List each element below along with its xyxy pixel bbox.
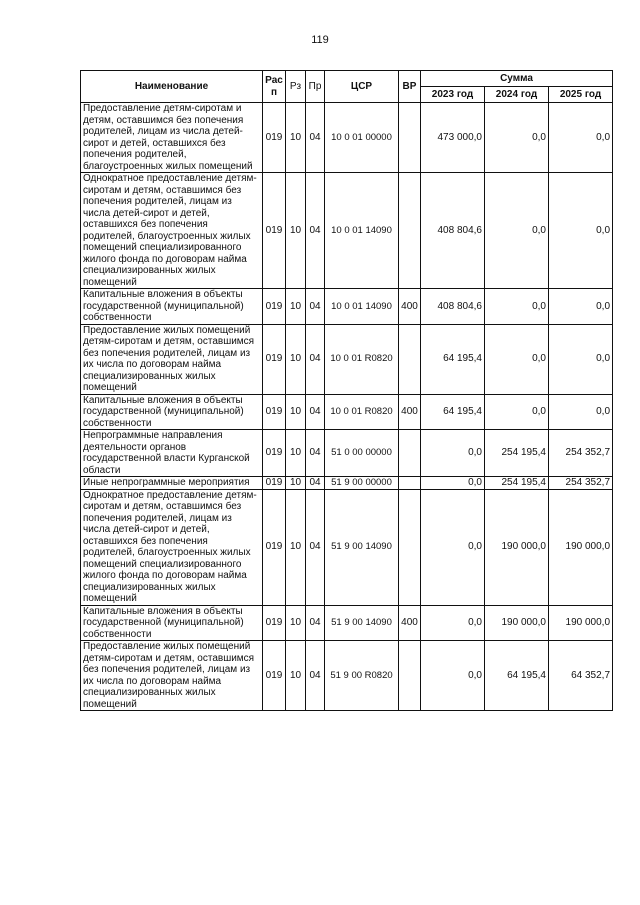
- row-amount-2025: 0,0: [549, 324, 613, 394]
- page-number: 119: [311, 34, 329, 46]
- budget-table: [80, 70, 613, 711]
- row-name: Предоставление жилых помещений детям-сиротам и детям, оставшимся без попечения родителей, лицам из их числа по договорам найма специализированных жилых помещений: [81, 324, 263, 394]
- table-header: [81, 71, 613, 103]
- table-row: [81, 477, 613, 490]
- row-amount-2024: 0,0: [485, 394, 549, 430]
- row-csr: 51 9 00 14090: [325, 489, 399, 605]
- row-pr: 04: [306, 605, 325, 641]
- row-rasp: 019: [263, 103, 286, 173]
- row-pr: 04: [306, 289, 325, 325]
- row-name: Однократное предоставление детям-сиротам и детям, оставшимся без попечения родителей, лицам из числа детей-сирот и детей, оставшихся без попечения родителей, благоустроенных жилых помещений специализированного жилого фонда по договорам найма специализированных жилых помещений: [81, 173, 263, 289]
- row-amount-2023: 0,0: [421, 477, 485, 490]
- row-vr: 400: [399, 289, 421, 325]
- row-vr: [399, 489, 421, 605]
- row-rz: 10: [286, 324, 306, 394]
- row-amount-2023: 64 195,4: [421, 324, 485, 394]
- row-rz: 10: [286, 605, 306, 641]
- row-pr: 04: [306, 324, 325, 394]
- table-row: [81, 430, 613, 477]
- row-amount-2024: 190 000,0: [485, 605, 549, 641]
- row-vr: [399, 430, 421, 477]
- row-pr: 04: [306, 477, 325, 490]
- row-pr: 04: [306, 394, 325, 430]
- header-csr: ЦСР: [325, 71, 399, 103]
- row-pr: 04: [306, 103, 325, 173]
- table-row: [81, 394, 613, 430]
- row-name: Предоставление детям-сиротам и детям, оставшимся без попечения родителей, лицам из числа детей-сирот и детей, оставшихся без попечения родителей, благоустроенных жилых помещений: [81, 103, 263, 173]
- row-vr: 400: [399, 605, 421, 641]
- row-rz: 10: [286, 394, 306, 430]
- table-row: [81, 173, 613, 289]
- row-amount-2024: 254 195,4: [485, 430, 549, 477]
- row-pr: 04: [306, 489, 325, 605]
- row-amount-2023: 408 804,6: [421, 173, 485, 289]
- row-pr: 04: [306, 173, 325, 289]
- row-rz: 10: [286, 477, 306, 490]
- row-amount-2025: 190 000,0: [549, 489, 613, 605]
- row-amount-2025: 254 352,7: [549, 477, 613, 490]
- row-rz: 10: [286, 489, 306, 605]
- row-amount-2025: 0,0: [549, 173, 613, 289]
- table-row: [81, 103, 613, 173]
- row-amount-2024: 254 195,4: [485, 477, 549, 490]
- row-amount-2025: 64 352,7: [549, 641, 613, 711]
- row-amount-2023: 0,0: [421, 641, 485, 711]
- row-amount-2023: 0,0: [421, 430, 485, 477]
- header-rasp: Рас п: [263, 71, 286, 103]
- row-amount-2024: 0,0: [485, 324, 549, 394]
- row-amount-2023: 0,0: [421, 605, 485, 641]
- row-name: Предоставление жилых помещений детям-сиротам и детям, оставшимся без попечения родителей, лицам из их числа по договорам найма специализированных жилых помещений: [81, 641, 263, 711]
- header-year-2023: 2023 год: [421, 87, 485, 103]
- row-name: Капитальные вложения в объекты государственной (муниципальной) собственности: [81, 605, 263, 641]
- row-rasp: 019: [263, 641, 286, 711]
- table-row: [81, 289, 613, 325]
- header-year-2025: 2025 год: [549, 87, 613, 103]
- row-vr: [399, 103, 421, 173]
- row-amount-2025: 0,0: [549, 394, 613, 430]
- header-rz: Рз: [286, 71, 306, 103]
- row-rz: 10: [286, 173, 306, 289]
- row-amount-2023: 408 804,6: [421, 289, 485, 325]
- row-amount-2023: 0,0: [421, 489, 485, 605]
- row-name: Капитальные вложения в объекты государственной (муниципальной) собственности: [81, 289, 263, 325]
- header-name: Наименование: [81, 71, 263, 103]
- header-vr: ВР: [399, 71, 421, 103]
- header-year-2024: 2024 год: [485, 87, 549, 103]
- row-rasp: 019: [263, 489, 286, 605]
- row-vr: [399, 477, 421, 490]
- row-rasp: 019: [263, 173, 286, 289]
- row-vr: 400: [399, 394, 421, 430]
- row-name: Однократное предоставление детям-сиротам и детям, оставшимся без попечения родителей, лицам из числа детей-сирот и детей, оставшихся без попечения родителей, благоустроенных жилых помещений специализированного жилого фонда по договорам найма специализированных жилых помещений: [81, 489, 263, 605]
- table-body: [81, 103, 613, 711]
- row-rasp: 019: [263, 324, 286, 394]
- row-rasp: 019: [263, 605, 286, 641]
- row-csr: 51 9 00 R0820: [325, 641, 399, 711]
- row-name: Непрограммные направления деятельности органов государственной власти Курганской области: [81, 430, 263, 477]
- row-csr: 51 9 00 00000: [325, 477, 399, 490]
- row-vr: [399, 641, 421, 711]
- row-amount-2025: 0,0: [549, 289, 613, 325]
- row-csr: 10 0 01 14090: [325, 173, 399, 289]
- row-rz: 10: [286, 641, 306, 711]
- row-rasp: 019: [263, 430, 286, 477]
- row-csr: 51 0 00 00000: [325, 430, 399, 477]
- table-row: [81, 489, 613, 605]
- row-amount-2024: 0,0: [485, 289, 549, 325]
- row-rz: 10: [286, 289, 306, 325]
- table-row: [81, 605, 613, 641]
- row-amount-2025: 254 352,7: [549, 430, 613, 477]
- row-csr: 51 9 00 14090: [325, 605, 399, 641]
- row-vr: [399, 324, 421, 394]
- row-pr: 04: [306, 430, 325, 477]
- row-vr: [399, 173, 421, 289]
- header-sum: Сумма: [421, 71, 613, 87]
- row-amount-2024: 0,0: [485, 103, 549, 173]
- row-amount-2025: 0,0: [549, 103, 613, 173]
- row-rz: 10: [286, 430, 306, 477]
- table-row: [81, 324, 613, 394]
- row-rz: 10: [286, 103, 306, 173]
- row-amount-2025: 190 000,0: [549, 605, 613, 641]
- header-pr: Пр: [306, 71, 325, 103]
- table-row: [81, 641, 613, 711]
- row-csr: 10 0 01 14090: [325, 289, 399, 325]
- row-csr: 10 0 01 R0820: [325, 324, 399, 394]
- row-amount-2024: 0,0: [485, 173, 549, 289]
- row-name: Иные непрограммные мероприятия: [81, 477, 263, 490]
- row-amount-2023: 473 000,0: [421, 103, 485, 173]
- row-amount-2024: 190 000,0: [485, 489, 549, 605]
- row-amount-2023: 64 195,4: [421, 394, 485, 430]
- row-rasp: 019: [263, 477, 286, 490]
- row-rasp: 019: [263, 289, 286, 325]
- row-csr: 10 0 01 00000: [325, 103, 399, 173]
- row-pr: 04: [306, 641, 325, 711]
- row-amount-2024: 64 195,4: [485, 641, 549, 711]
- row-csr: 10 0 01 R0820: [325, 394, 399, 430]
- row-rasp: 019: [263, 394, 286, 430]
- row-name: Капитальные вложения в объекты государственной (муниципальной) собственности: [81, 394, 263, 430]
